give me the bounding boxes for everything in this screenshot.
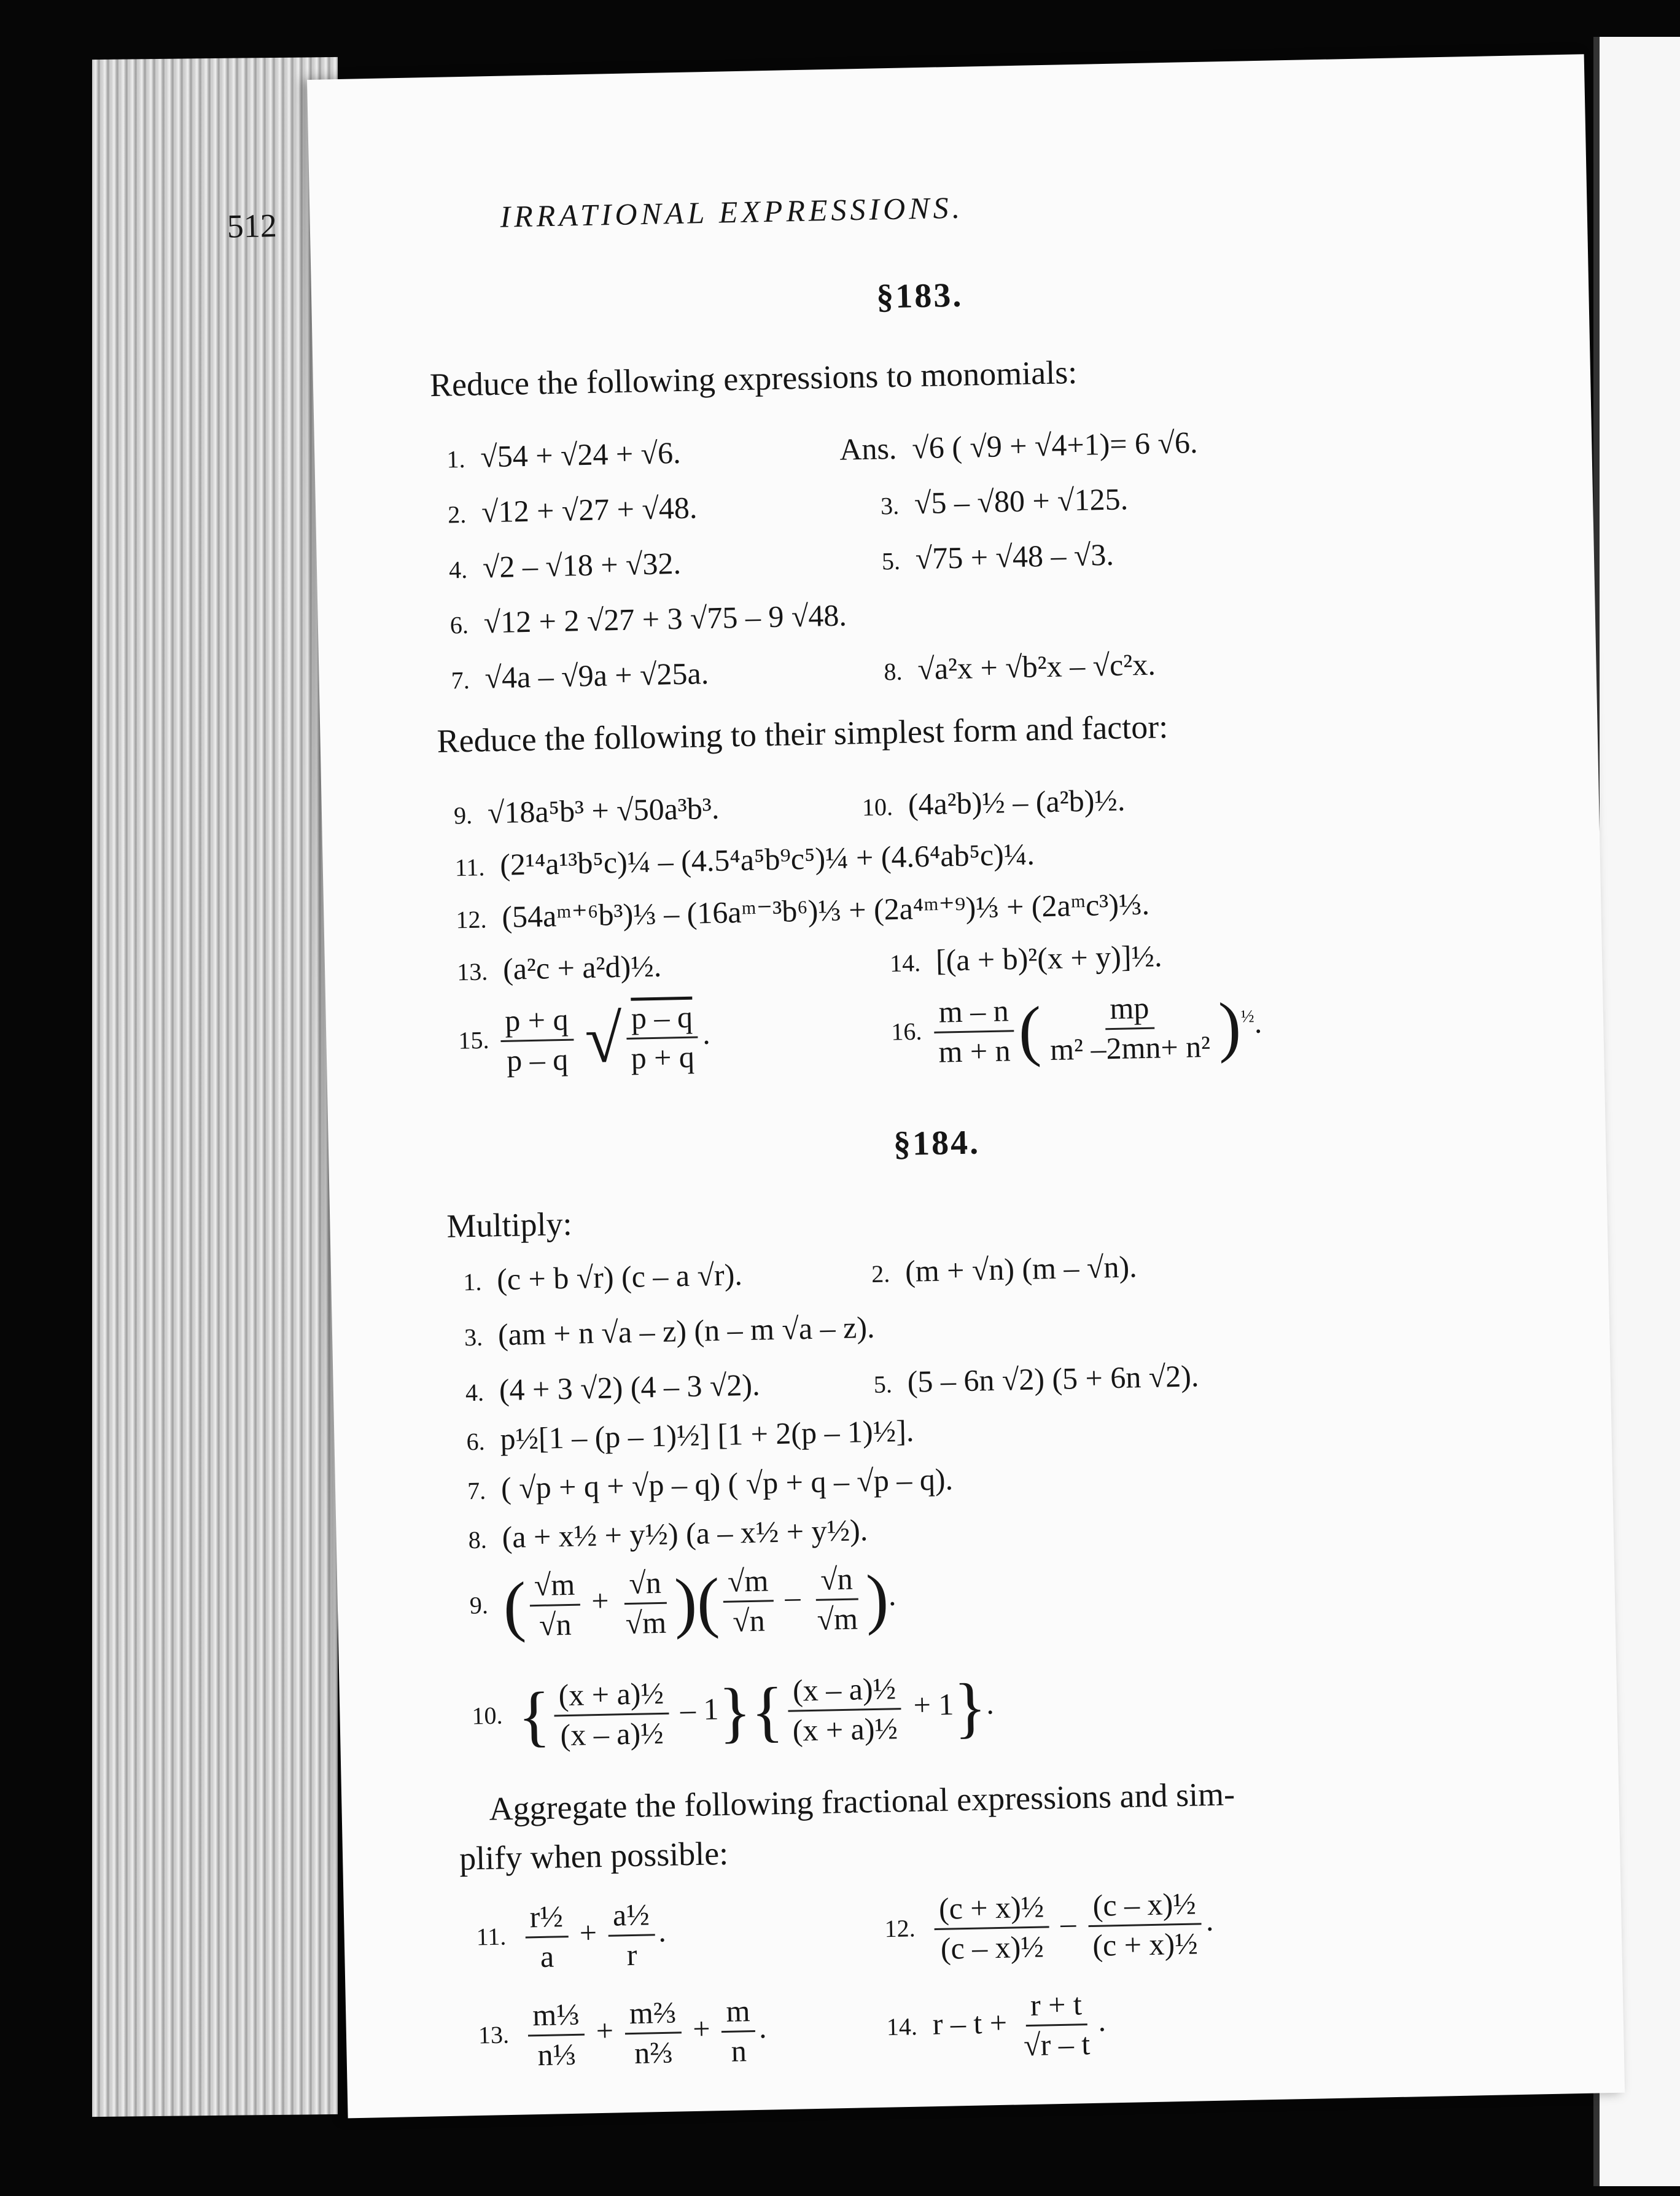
exercise-184-3: 3. (am + n √a – z) (n – m √a – z). [464, 1309, 875, 1352]
page-content [227, 54, 1625, 2118]
exercise-183-1: 1. √54 + √24 + √6. [446, 435, 682, 474]
running-title: IRRATIONAL EXPRESSIONS. [499, 190, 964, 234]
exercise-184-9: 9. ( $\frac{√m}{√n}$ + $\frac{√n}{√m}$ )( $\frac{√m}{√n}$ – $\frac{√n}{√m}$ ). [469, 1560, 896, 1644]
instruction-multiply: Multiply: [446, 1205, 573, 1245]
exercise-184-12: 12. $\frac{\text{(c + x)½}}{\text{(c – x)½}}$ – $\frac{\text{(c – x)½}}{\text{(c + x)½}}$ . [884, 1886, 1214, 1966]
exercise-183-11: 11. (2¹⁴a¹³b⁵c)¼ – (4.5⁴a⁵b⁹c⁵)¼ + (4.6⁴ab⁵c)¼. [454, 836, 1035, 882]
exercise-184-10: 10. { $\frac{\text{(x + a)½}}{\text{(x – a)½}}$ – 1}{ $\frac{\text{(x – a)½}}{\text{(x + a)½}}$ + 1}. [472, 1669, 995, 1754]
instruction-simplest-form: Reduce the following to their simplest form and factor: [437, 708, 1169, 760]
exercise-183-5: 5. √75 + √48 – √3. [881, 537, 1114, 576]
exercise-184-2: 2. (m + √n) (m – √n). [871, 1249, 1138, 1288]
exercise-184-14: 14. r – t + $\frac{r + t}{√r - t}$ . [886, 1987, 1106, 2062]
exercise-184-7: 7. ( √p + q + √p – q) ( √p + q – √p – q). [467, 1462, 954, 1506]
exercise-183-8: 8. √a²x + √b²x – √c²x. [884, 647, 1156, 687]
exercise-183-10: 10. (4a²b)½ – (a²b)½. [861, 782, 1126, 822]
exercise-183-6: 6. √12 + 2 √27 + 3 √75 – 9 √48. [449, 598, 847, 640]
exercise-184-13: 13. $\frac{\text{m⅓}}{\text{n⅓}}$ + $\frac{\text{m⅔}}{\text{n⅔}}$ + $\frac{m}{n}$ . [478, 1993, 767, 2072]
answer-183-1: Ans. √6 ( √9 + √4+1)= 6 √6. [839, 425, 1198, 467]
exercise-184-4: 4. (4 + 3 √2) (4 – 3 √2). [465, 1367, 761, 1408]
section-heading-184: §184. [893, 1123, 981, 1164]
exercise-184-6: 6. p½[1 – (p – 1)½] [1 + 2(p – 1)½]. [466, 1413, 914, 1457]
exercise-183-15: 15. $\frac{p + q}{p - q}$ √ $\frac{p - q}{p + q}$ . [457, 999, 711, 1078]
exercise-183-14: 14. [(a + b)²(x + y)]½. [889, 938, 1162, 978]
instruction-monomials: Reduce the following expressions to monomials: [429, 353, 1078, 404]
exercise-184-1: 1. (c + b √r) (c – a √r). [462, 1257, 743, 1297]
exercise-184-11: 11. $\frac{\text{r½}}{a}$ + $\frac{\text{a½}}{r}$ . [476, 1897, 667, 1974]
exercise-184-8: 8. (a + x½ + y½) (a – x½ + y½). [468, 1513, 868, 1555]
exercise-183-7: 7. √4a – √9a + √25a. [451, 656, 709, 695]
book-page [227, 54, 1625, 2118]
exercise-183-12: 12. (54aᵐ⁺⁶b³)⅓ – (16aᵐ⁻³b⁶)⅓ + (2a⁴ᵐ⁺⁹)⅓ + (2aᵐc³)⅓. [456, 886, 1150, 934]
page-number: 512 [227, 207, 278, 245]
exercise-183-13: 13. (a²c + a²d)½. [456, 948, 662, 986]
exercise-184-5: 5. (5 – 6n √2) (5 + 6n √2). [873, 1358, 1199, 1399]
exercise-183-2: 2. √12 + √27 + √48. [447, 490, 698, 529]
instruction-aggregate-line2: plify when possible: [459, 1834, 729, 1877]
exercise-183-3: 3. √5 – √80 + √125. [880, 481, 1129, 521]
section-heading-183: §183. [876, 276, 963, 316]
exercise-183-16: 16. $\frac{m - n}{m + n}$ ( $\frac{mp}{\text{m² –2mn+ n²}}$ )$^{\frac{1}{2}}$. [890, 988, 1262, 1069]
book-page-edges [92, 57, 338, 2117]
instruction-aggregate-line1: Aggregate the following fractional expressions and sim- [488, 1775, 1235, 1828]
exercise-183-9: 9. √18a⁵b³ + √50a³b³. [453, 790, 720, 830]
exercise-183-4: 4. √2 – √18 + √32. [448, 545, 682, 585]
